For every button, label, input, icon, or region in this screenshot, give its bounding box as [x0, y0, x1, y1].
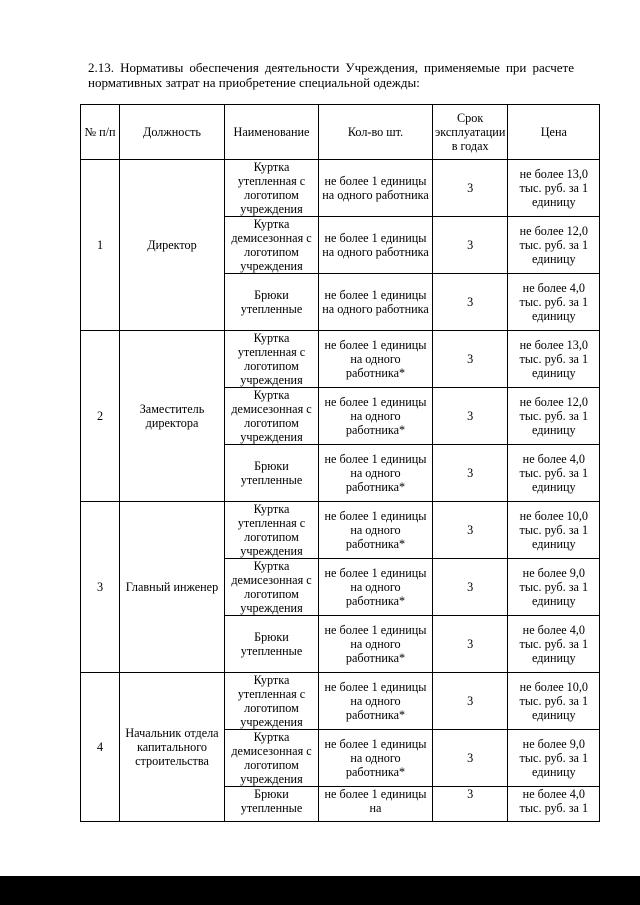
item-qty: не более 1 единицы на одного работника* — [319, 502, 433, 559]
item-qty: не более 1 единицы на — [319, 787, 433, 822]
item-term: 3 — [433, 502, 508, 559]
table-row — [81, 502, 600, 559]
item-price: не более 13,0 тыс. руб. за 1 единицу — [508, 331, 600, 388]
item-qty: не более 1 единицы на одного работника — [319, 217, 433, 274]
item-price: не более 13,0 тыс. руб. за 1 единицу — [508, 160, 600, 217]
item-price: не более 10,0 тыс. руб. за 1 единицу — [508, 673, 600, 730]
item-qty: не более 1 единицы на одного работника* — [319, 730, 433, 787]
header-num: № п/п — [81, 105, 120, 160]
item-price: не более 4,0 тыс. руб. за 1 единицу — [508, 274, 600, 331]
item-name: Куртка утепленная с логотипом учреждения — [225, 673, 319, 730]
item-qty: не более 1 единицы на одного работника* — [319, 616, 433, 673]
item-price: не более 4,0 тыс. руб. за 1 единицу — [508, 616, 600, 673]
table-row — [81, 331, 600, 388]
row-number: 1 — [81, 160, 120, 331]
row-number: 2 — [81, 331, 120, 502]
item-name: Брюки утепленные — [225, 787, 319, 822]
row-number: 3 — [81, 502, 120, 673]
table-row — [81, 160, 600, 217]
item-name: Куртка утепленная с логотипом учреждения — [225, 502, 319, 559]
table-header-row — [81, 105, 600, 160]
item-price: не более 4,0 тыс. руб. за 1 — [508, 787, 600, 822]
item-name: Брюки утепленные — [225, 445, 319, 502]
item-qty: не более 1 единицы на одного работника* — [319, 559, 433, 616]
row-position: Директор — [120, 160, 225, 331]
header-qty: Кол-во шт. — [319, 105, 433, 160]
item-qty: не более 1 единицы на одного работника* — [319, 445, 433, 502]
item-price: не более 12,0 тыс. руб. за 1 единицу — [508, 217, 600, 274]
scan-bottom-edge — [0, 876, 640, 905]
item-term: 3 — [433, 559, 508, 616]
section-heading: 2.13. Нормативы обеспечения деятельности Учреждения, применяемые при расчете нормативных затрат на приобретение специальной одежды: — [88, 60, 574, 90]
item-qty: не более 1 единицы на одного работника* — [319, 673, 433, 730]
item-price: не более 9,0 тыс. руб. за 1 единицу — [508, 559, 600, 616]
item-qty: не более 1 единицы на одного работника — [319, 160, 433, 217]
item-term: 3 — [433, 217, 508, 274]
header-name: Наименование — [225, 105, 319, 160]
item-term: 3 — [433, 445, 508, 502]
row-number: 4 — [81, 673, 120, 822]
item-name: Брюки утепленные — [225, 616, 319, 673]
item-term: 3 — [433, 388, 508, 445]
row-position: Начальник отдела капитального строительства — [120, 673, 225, 822]
item-name: Куртка демисезонная с логотипом учреждения — [225, 217, 319, 274]
item-name: Куртка утепленная с логотипом учреждения — [225, 160, 319, 217]
header-term: Срок эксплуатации в годах — [433, 105, 508, 160]
item-name: Куртка демисезонная с логотипом учреждения — [225, 559, 319, 616]
item-qty: не более 1 единицы на одного работника* — [319, 388, 433, 445]
item-price: не более 12,0 тыс. руб. за 1 единицу — [508, 388, 600, 445]
table-row — [81, 673, 600, 730]
item-term: 3 — [433, 673, 508, 730]
row-position: Заместитель директора — [120, 331, 225, 502]
item-term: 3 — [433, 787, 508, 822]
item-name: Куртка утепленная с логотипом учреждения — [225, 331, 319, 388]
special-clothing-norms-table — [80, 104, 600, 822]
item-price: не более 10,0 тыс. руб. за 1 единицу — [508, 502, 600, 559]
item-name: Куртка демисезонная с логотипом учреждения — [225, 730, 319, 787]
item-term: 3 — [433, 616, 508, 673]
item-price: не более 4,0 тыс. руб. за 1 единицу — [508, 445, 600, 502]
item-term: 3 — [433, 730, 508, 787]
item-term: 3 — [433, 160, 508, 217]
item-price: не более 9,0 тыс. руб. за 1 единицу — [508, 730, 600, 787]
item-qty: не более 1 единицы на одного работника* — [319, 331, 433, 388]
item-name: Брюки утепленные — [225, 274, 319, 331]
item-term: 3 — [433, 331, 508, 388]
header-price: Цена — [508, 105, 600, 160]
row-position: Главный инженер — [120, 502, 225, 673]
item-term: 3 — [433, 274, 508, 331]
item-qty: не более 1 единицы на одного работника — [319, 274, 433, 331]
item-name: Куртка демисезонная с логотипом учреждения — [225, 388, 319, 445]
header-position: Должность — [120, 105, 225, 160]
